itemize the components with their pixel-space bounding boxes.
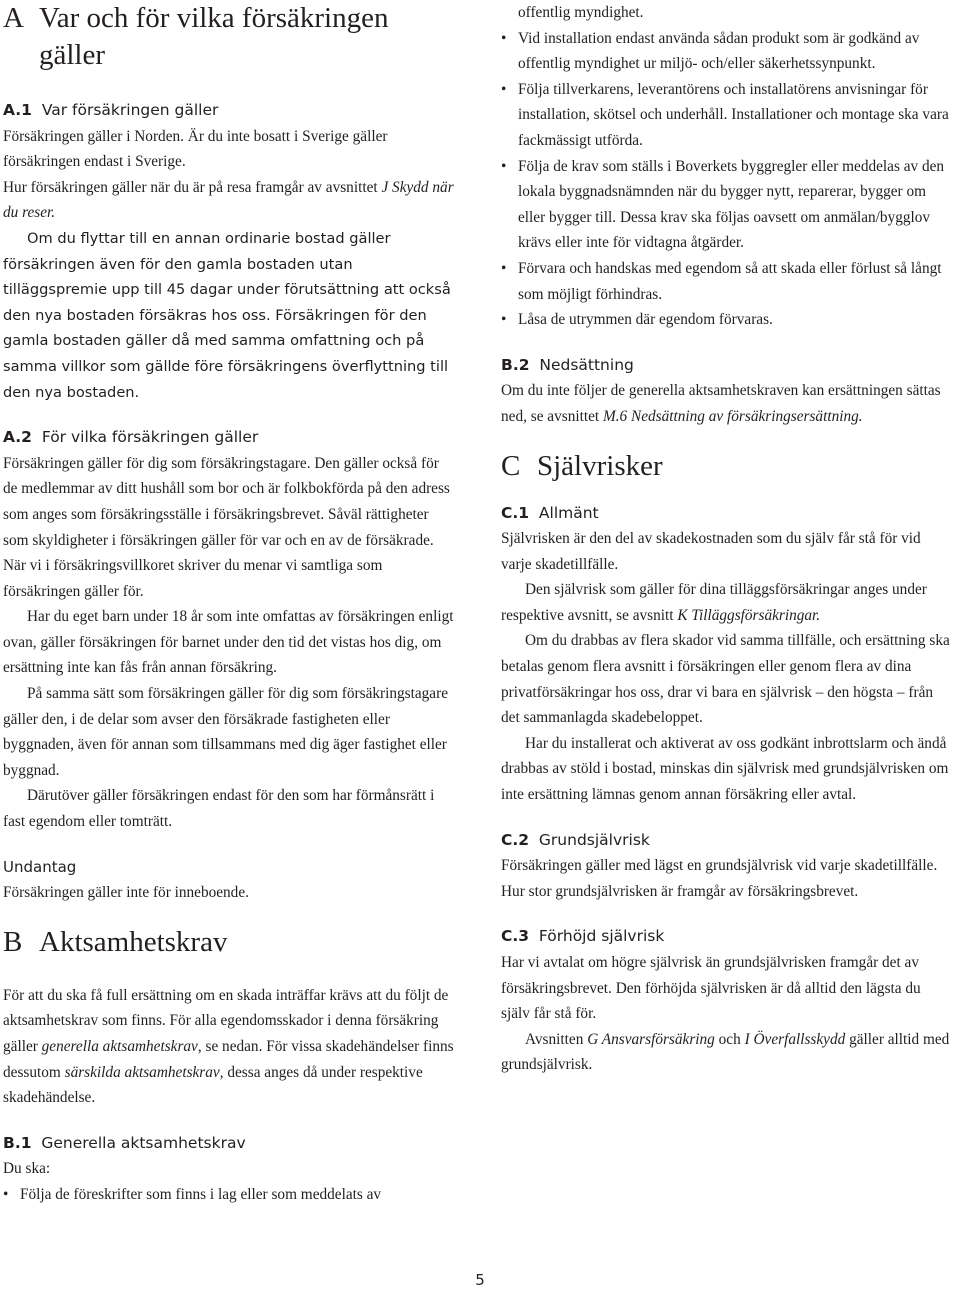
- paragraph: [3, 175, 455, 226]
- paragraph: Du ska:: [3, 1160, 51, 1178]
- paragraph: Försäkringen gäller i Norden. Är du inte bosatt i Sverige gäller försäkringen endast i Sverige.: [3, 127, 388, 171]
- paragraph: Har vi avtalat om högre självrisk än grundsjälvrisken framgår det av försäkringsbrevet. Den förhöjda självrisken är då alltid den lägsta du själv får stå för.: [501, 954, 921, 1023]
- paragraph: [3, 983, 455, 1111]
- paragraph: offentlig myndighet.: [518, 4, 644, 21]
- section-b1-heading: [3, 1131, 455, 1157]
- section-number: B.2: [501, 355, 530, 374]
- text: , se nedan. För vissa skadehändelser finns dessutom: [3, 1038, 454, 1081]
- chapter-a-heading: [3, 0, 455, 74]
- chapter-b-heading: [3, 924, 455, 961]
- chapter-letter: C: [501, 449, 521, 482]
- emphasis: särskilda aktsamhetskrav: [64, 1063, 220, 1081]
- paragraph: Försäkringen gäller inte för inneboende.: [3, 884, 249, 902]
- paragraph: Har du eget barn under 18 år som inte omfattas av försäkringen enligt ovan, gäller försäkringen för barnet under den tid det vistas hos dig, om ersättning inte kan fås från annan försäkring.: [3, 608, 454, 677]
- section-b2-heading: [501, 353, 953, 379]
- list-item: • Följa de föreskrifter som finns i lag eller som meddelats av: [3, 1182, 455, 1208]
- paragraph: [501, 577, 953, 628]
- text: För att du ska få full ersättning om en skada inträffar krävs att du följt de aktsamhetskrav som finns. För alla egendomsskador i denna försäkring gäller: [3, 986, 449, 1055]
- section-number: C.3: [501, 927, 530, 946]
- list-item: • Förvara och handskas med egendom så att skada eller förlust så långt som möjligt förhindras.: [501, 256, 953, 307]
- text: Den självrisk som gäller för dina tilläggsförsäkringar anges under respektive avsnitt, se avsnitt: [501, 581, 927, 624]
- bullet-list: [3, 1182, 455, 1208]
- section-title: Var försäkringen gäller: [41, 101, 219, 119]
- paragraph: Försäkringen gäller för dig som försäkringstagare. Den gäller också för de medlemmar av ditt hushåll som bor och är folkbokförda på den adress som anges som försäkringsställe i försäkringsbrevet. Såväl rättigheter som skyldigheter i försäkringen gäller för var och en av de försäkrade. När vi i försäkringsvillkoret skriver du menar vi samtliga som försäkringen gäller för.: [3, 454, 450, 600]
- chapter-letter: B: [3, 925, 23, 958]
- list-item: • Låsa de utrymmen där egendom förvaras.: [501, 307, 953, 333]
- section-number: C.2: [501, 830, 530, 849]
- chapter-c-heading: [501, 448, 953, 485]
- section-title: Allmänt: [538, 503, 599, 522]
- paragraph: Om du drabbas av flera skador vid samma tillfälle, och ersättning ska betalas genom flera avsnitt i försäkringen eller genom flera av dina privatförsäkringar hos oss, drar vi bara en självrisk – den högsta – från det sammanlagda skadebeloppet.: [501, 632, 950, 727]
- section-reference: M.6 Nedsättning av försäkringsersättning.: [602, 407, 863, 425]
- section-number: C.1: [501, 503, 530, 522]
- section-number: A.2: [3, 428, 32, 447]
- section-title: Grundsjälvrisk: [538, 830, 650, 849]
- section-reference: I Överfallsskydd: [744, 1030, 846, 1048]
- left-column: [3, 0, 455, 1208]
- emphasis: generella aktsamhetskrav: [41, 1038, 198, 1055]
- section-reference: K Tilläggsförsäkringar.: [677, 606, 821, 624]
- paragraph: Självrisken är den del av skadekostnaden som du själv får stå för vid varje skadetillfälle.: [501, 530, 921, 573]
- section-title: Förhöjd självrisk: [538, 927, 665, 946]
- text: gäller alltid med grundsjälvrisk.: [501, 1030, 950, 1074]
- section-title: Nedsättning: [539, 355, 634, 374]
- section-a1-heading: [3, 98, 455, 124]
- section-title: Generella aktsamhetskrav: [41, 1133, 246, 1152]
- paragraph: Har du installerat och aktiverat av oss godkänt inbrottslarm och ändå drabbas av stöld i bostad, minskas din självrisk med grundsjälvrisken om inte ersättning lämnas genom annan försäkring eller avtal.: [501, 734, 949, 804]
- paragraph: Därutöver gäller försäkringen endast för den som har förmånsrätt i fast egendom eller tomträtt.: [3, 787, 435, 831]
- chapter-title: Aktsamhetskrav: [39, 925, 228, 958]
- text: , dessa anges då under respektive skadehändelse.: [3, 1063, 423, 1107]
- text: och: [714, 1030, 745, 1048]
- section-reference: G Ansvarsförsäkring: [587, 1030, 715, 1048]
- section-title: För vilka försäkringen gäller: [41, 428, 259, 447]
- list-item: • Vid installation endast använda sådan produkt som är godkänd av offentlig myndighet ur miljö- och/eller säkerhetssynpunkt.: [501, 26, 953, 77]
- list-item: • Följa de krav som ställs i Boverkets byggregler eller meddelas av den lokala byggnadsnämnden när du bygger nytt, reparerar, bygger om eller bygger till. Dessa krav ska följas oavsett om anmälan/bygglov krävs eller inte för vidtagna åtgärder.: [501, 154, 953, 256]
- chapter-title: Självrisker: [537, 449, 663, 482]
- section-number: B.1: [3, 1133, 32, 1152]
- page-number: 5: [475, 1271, 485, 1289]
- bullet-list: [501, 26, 953, 333]
- section-number: A.1: [3, 101, 32, 119]
- list-item: • Följa tillverkarens, leverantörens och installatörens anvisningar för installation, skötsel och underhåll. Installationer och montage ska vara fackmässigt utförda.: [501, 77, 953, 154]
- paragraph: På samma sätt som försäkringen gäller för dig som försäkringstagare gäller den, i de delar som avser den försäkrade fastigheten eller byggnaden, även för annan som tillsammans med dig äger fastighet eller byggnad.: [3, 685, 448, 779]
- right-column: [501, 0, 953, 1078]
- chapter-title: Var och för vilka försäkringen gäller: [39, 2, 389, 71]
- section-a2-heading: [3, 425, 455, 451]
- text: Hur försäkringen gäller när du är på resa framgår av avsnittet: [3, 178, 382, 196]
- section-c1-heading: [501, 501, 953, 527]
- paragraph: [501, 378, 953, 429]
- paragraph: [501, 1027, 953, 1078]
- chapter-letter: A: [3, 2, 24, 34]
- section-c2-heading: [501, 828, 953, 854]
- paragraph: Om du flyttar till en annan ordinarie bostad gäller försäkringen även för den gamla bostaden utan tilläggspremie upp till 45 dagar under förutsättning att också den nya bostaden försäkras hos oss. Försäkringen för den gamla bostaden gäller då med samma omfattning och på samma villkor som gällde före försäkringens överflyttning till den nya bostaden.: [3, 229, 451, 401]
- undantag-heading: Undantag: [3, 857, 77, 876]
- paragraph: Försäkringen gäller med lägst en grundsjälvrisk vid varje skadetillfälle. Hur stor grundsjälvrisken är framgår av försäkringsbrevet.: [501, 857, 938, 900]
- section-reference: J Skydd när du reser.: [3, 178, 454, 222]
- text: Avsnitten: [525, 1030, 588, 1048]
- text: Om du inte följer de generella aktsamhetskraven kan ersättningen sättas ned, se avsnittet: [501, 382, 941, 425]
- section-c3-heading: [501, 924, 953, 950]
